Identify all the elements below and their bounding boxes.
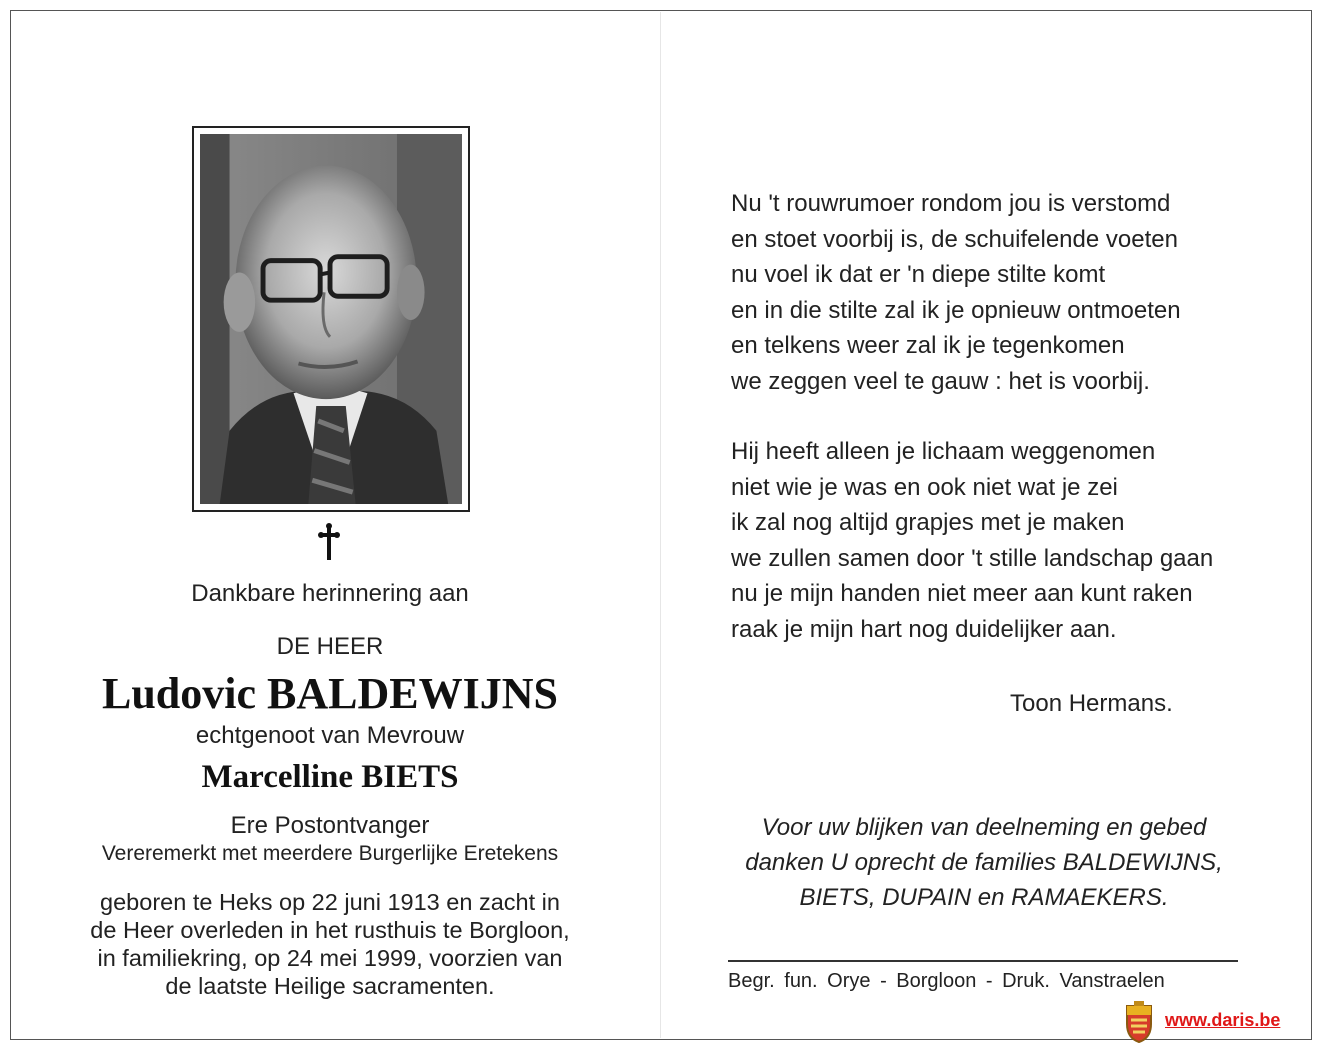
watermark-link[interactable]: www.daris.be: [1165, 1010, 1281, 1030]
spouse-name: Marcelline BIETS: [201, 759, 459, 795]
poem-stanza-1: [731, 190, 1291, 403]
thanks-line: Voor uw blijken van deelneming en gebed: [761, 814, 1207, 841]
cross-icon: [317, 522, 341, 562]
bio-line: de Heer overleden in het rusthuis te Borgloon,: [90, 917, 570, 943]
card-fold: [660, 12, 661, 1038]
poem-line: Hij heeft alleen je lichaam weggenomen: [731, 438, 1156, 465]
poem-author: Toon Hermans.: [1010, 690, 1173, 717]
poem-line: en in die stilte zal ik je opnieuw ontmoeten: [731, 296, 1181, 324]
intro-text: Dankbare herinnering aan: [191, 580, 469, 607]
bio-line: in familiekring, op 24 mei 1999, voorzien van: [97, 945, 563, 971]
title-text: DE HEER: [276, 633, 384, 660]
poem-line: nu je mijn handen niet meer aan kunt raken: [731, 580, 1193, 607]
poem-line: we zeggen veel te gauw : het is voorbij.: [731, 367, 1150, 395]
poem-line: we zullen samen door 't stille landschap gaan: [731, 544, 1214, 572]
portrait-photo: [200, 134, 462, 504]
daris-crest-logo: [1123, 1000, 1155, 1044]
thanks-note: [728, 810, 1240, 915]
poem-stanza-2: [731, 438, 1291, 651]
divider: [728, 960, 1238, 962]
poem-line: ik zal nog altijd grapjes met je maken: [731, 509, 1125, 536]
honor-decorations: Vereremerkt met meerdere Burgerlijke Eretekens: [101, 842, 559, 865]
thanks-line: BIETS, DUPAIN en RAMAEKERS.: [799, 884, 1169, 911]
deceased-name: Ludovic BALDEWIJNS: [101, 669, 558, 718]
poem-line: niet wie je was en ook niet wat je zei: [731, 473, 1118, 501]
printer-credit: Begr. fun. Orye - Borgloon - Druk. Vanstraelen: [728, 970, 1165, 992]
poem-line: Nu 't rouwrumoer rondom jou is verstomd: [731, 190, 1171, 217]
honor-title: Ere Postontvanger: [230, 812, 430, 839]
poem-line: raak je mijn hart nog duidelijker aan.: [731, 615, 1117, 643]
spouse-intro: echtgenoot van Mevrouw: [195, 722, 465, 749]
poem-line: en stoet voorbij is, de schuifelende voeten: [731, 225, 1178, 253]
poem-line: en telkens weer zal ik je tegenkomen: [731, 332, 1125, 359]
thanks-line: danken U oprecht de families BALDEWIJNS,: [745, 849, 1223, 876]
portrait-frame: [192, 126, 470, 512]
biography: [30, 888, 630, 1000]
bio-line: geboren te Heks op 22 juni 1913 en zacht in: [100, 889, 560, 915]
bio-line: de laatste Heilige sacramenten.: [165, 973, 495, 999]
poem-line: nu voel ik dat er 'n diepe stilte komt: [731, 261, 1106, 288]
